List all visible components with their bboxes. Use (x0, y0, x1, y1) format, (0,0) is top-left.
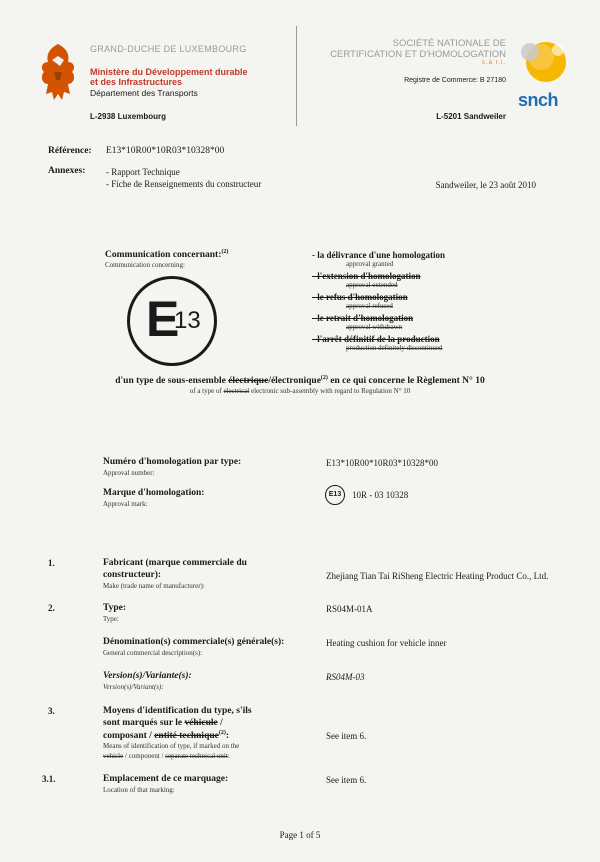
society-line2: CERTIFICATION ET D'HOMOLOGATION (330, 49, 506, 60)
reference-value: E13*10R00*10R03*10328*00 (106, 146, 225, 156)
version-value: RS04M-03 (326, 672, 365, 682)
status-item-en: approval extended (346, 281, 398, 289)
status-item-en: approval withdrawn (346, 323, 403, 331)
left-postal: L-2938 Luxembourg (90, 112, 167, 121)
type-line-en: of a type of electrical electronic sub-assembly with regard to Regulation N° 10 (189, 387, 411, 395)
status-item-en: production definitely discontinued (346, 344, 443, 352)
approval-number-label: Numéro d'homologation par type: (103, 457, 242, 467)
identification-label-en-2: vehicle / component / separate technical unit: (103, 752, 230, 760)
commercial-description-label-en: General commercial description(s): (103, 649, 203, 657)
e13-approval-circle (127, 276, 217, 366)
marking-location-label: Emplacement de ce marquage: (103, 774, 229, 784)
header-divider (296, 26, 297, 126)
sarl-text: s.à r.l. (481, 60, 506, 66)
snch-logo-text: snch (518, 90, 559, 110)
e-mark-letter: E (146, 291, 180, 347)
status-item: - la délivrance d'une homologation (312, 250, 446, 260)
communication-label: Communication concernant:$^{(2)}$ (105, 249, 229, 261)
type-value: RS04M-01A (326, 604, 373, 614)
identification-label-1: Moyens d'identification du type, s'ils (103, 706, 252, 716)
item-number: 1. (48, 558, 55, 568)
identification-label-2: sont marqués sur le véhicule / (103, 718, 223, 728)
lion-logo (36, 42, 80, 104)
approval-mark-label-en: Approval mark: (103, 500, 148, 508)
status-item: - le refus d'homologation (312, 292, 408, 302)
version-label-en: Version(s)/Variant(s): (103, 683, 164, 691)
approval-mark-value: 10R - 03 10328 (352, 490, 409, 500)
status-item-en: approval granted (346, 260, 394, 268)
commercial-description-label: Dénomination(s) commerciale(s) générale(s): (103, 637, 285, 647)
type-line-fr: d'un type de sous-ensemble électrique/électronique$^{(2)}$ en ce qui concerne le Règlement N° 10 (115, 375, 485, 387)
department: Département des Transports (90, 88, 198, 98)
page-number: Page 1 of 5 (279, 830, 321, 840)
status-list (312, 250, 542, 352)
marking-location-label-en: Location of that marking: (103, 786, 175, 794)
ministry-line2: et des Infrastructures (90, 77, 183, 87)
registre: Registre de Commerce: B 27180 (404, 77, 506, 84)
identification-label-3: composant / entité technique$^{(2)}$: (103, 730, 230, 742)
commercial-description-value: Heating cushion for vehicle inner (326, 638, 447, 648)
identification-label-en-1: Means of identification of type, if marked on the (103, 742, 240, 750)
approval-number-label-en: Approval number: (103, 469, 155, 477)
approval-mark-label: Marque d'homologation: (103, 488, 205, 498)
manufacturer-label: Fabricant (marque commerciale du (103, 558, 247, 568)
right-postal: L-5201 Sandweiler (436, 112, 506, 121)
status-item: - l'extension d'homologation (312, 271, 421, 281)
manufacturer-label-2: constructeur): (103, 570, 162, 580)
e-mark-number: 13 (174, 307, 201, 334)
version-label: Version(s)/Variante(s): (103, 671, 192, 681)
item-number: 3. (48, 706, 55, 716)
status-item: - le retrait d'homologation (312, 313, 414, 323)
status-item: - l'arrêt définitif de la production (312, 334, 440, 344)
type-label-en: Type: (103, 615, 119, 623)
place-date: Sandweiler, le 23 août 2010 (435, 180, 536, 190)
marking-location-value: See item 6. (326, 775, 367, 785)
reference-label: Référence: (48, 146, 92, 156)
annex-item: - Fiche de Renseignements du constructeur (106, 179, 262, 189)
item-number: 3.1. (42, 774, 56, 784)
manufacturer-label-en: Make (trade name of manufacturer): (103, 582, 205, 590)
small-e13-mark: E13 (325, 485, 345, 505)
type-label: Type: (103, 603, 127, 613)
annex-item: - Rapport Technique (106, 167, 180, 177)
status-item-en: approval refused (346, 302, 393, 310)
ministry-line1: Ministère du Développement durable (90, 67, 248, 77)
grand-duche: GRAND-DUCHE DE LUXEMBOURG (90, 44, 247, 54)
item-number: 2. (48, 603, 55, 613)
approval-number-value: E13*10R00*10R03*10328*00 (326, 458, 439, 468)
identification-value: See item 6. (326, 731, 367, 741)
annexes-label: Annexes: (48, 166, 86, 176)
communication-label-en: Communication concerning: (105, 261, 185, 269)
manufacturer-value: Zhejiang Tian Tai RiSheng Electric Heating Product Co., Ltd. (326, 571, 549, 581)
society-line1: SOCIÉTÉ NATIONALE DE (392, 38, 506, 49)
